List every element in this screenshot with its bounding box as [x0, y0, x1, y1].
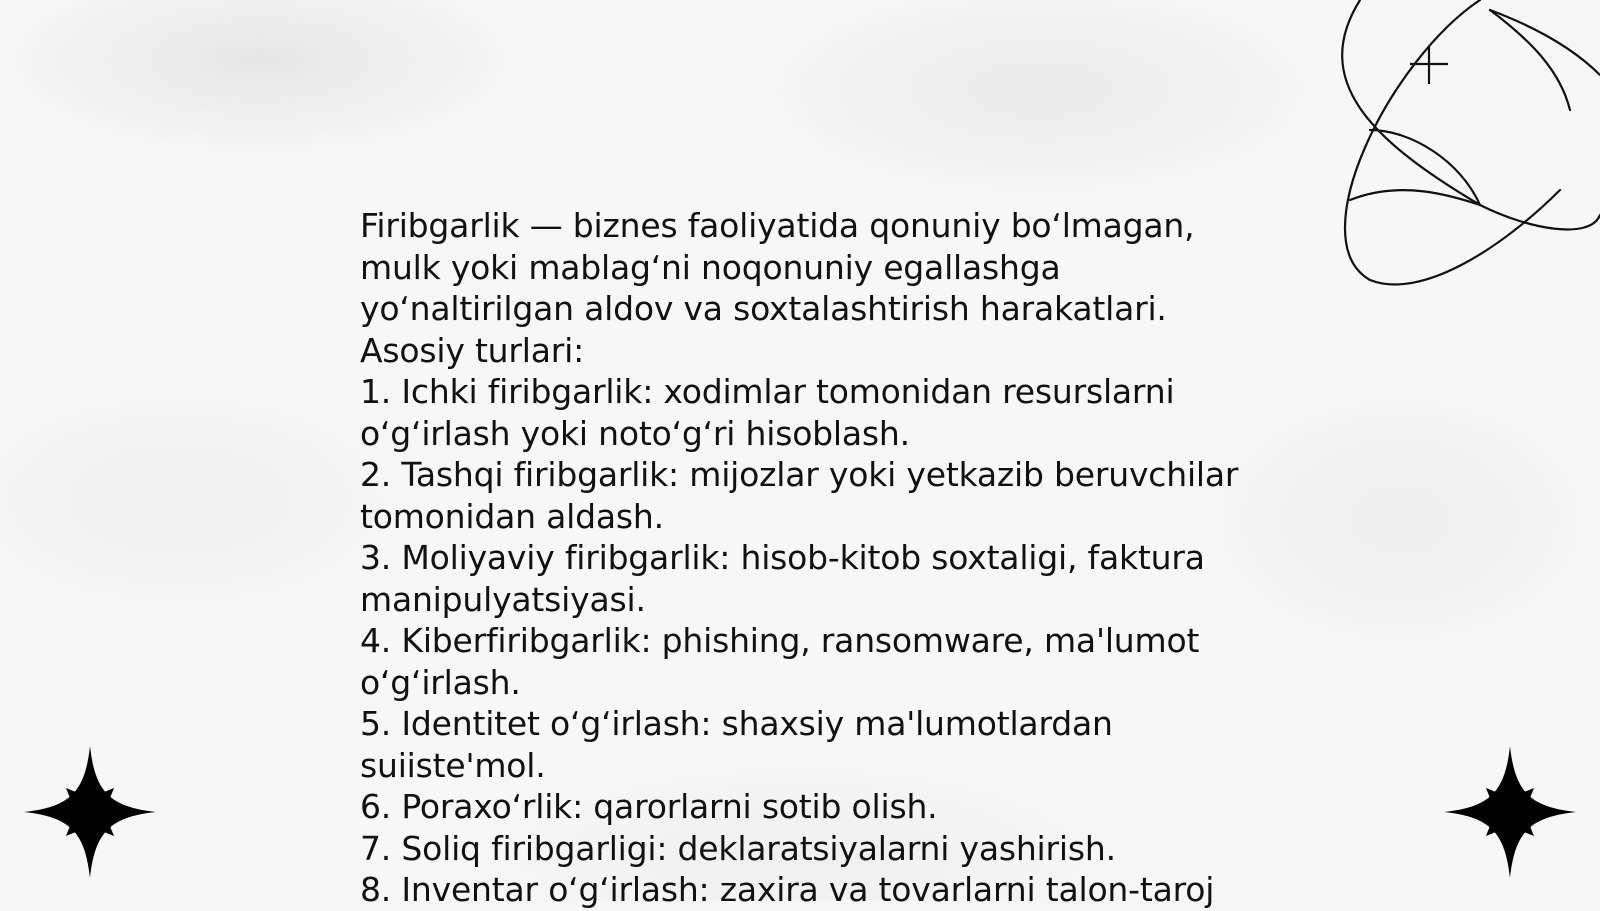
list-item: 8. Inventar oʻgʻirlash: zaxira va tovarlarni talon-taroj [360, 870, 1215, 909]
four-point-sparkle-icon [18, 740, 162, 884]
list-item: 6. Poraxoʻrlik: qarorlarni sotib olish. [360, 787, 938, 826]
slide-body-text [360, 205, 1240, 911]
four-point-sparkle-icon [1438, 740, 1582, 884]
types-heading: Asosiy turlari: [360, 330, 585, 370]
list-item: 1. Ichki firibgarlik: xodimlar tomonidan resurslarni oʻgʻirlash yoki notoʻgʻri hisoblash. [360, 372, 1175, 453]
list-item: 4. Kiberfiribgarlik: phishing, ransomware, ma'lumot oʻgʻirlash. [360, 621, 1200, 702]
list-item: 2. Tashqi firibgarlik: mijozlar yoki yetkazib beruvchilar tomonidan aldash. [360, 455, 1239, 536]
list-item: 5. Identitet oʻgʻirlash: shaxsiy ma'lumotlardan suiiste'mol. [360, 704, 1113, 785]
list-item: 7. Soliq firibgarligi: deklaratsiyalarni yashirish. [360, 828, 1116, 868]
orbit-line-art-icon [1330, 0, 1600, 300]
list-item: 3. Moliyaviy firibgarlik: hisob-kitob soxtaligi, faktura manipulyatsiyasi. [360, 538, 1205, 619]
definition-paragraph: Firibgarlik — biznes faoliyatida qonuniy boʻlmagan, mulk yoki mablagʻni noqonuniy egallashga yoʻnaltirilgan aldov va soxtalashtirish harakatlari. [360, 206, 1195, 328]
